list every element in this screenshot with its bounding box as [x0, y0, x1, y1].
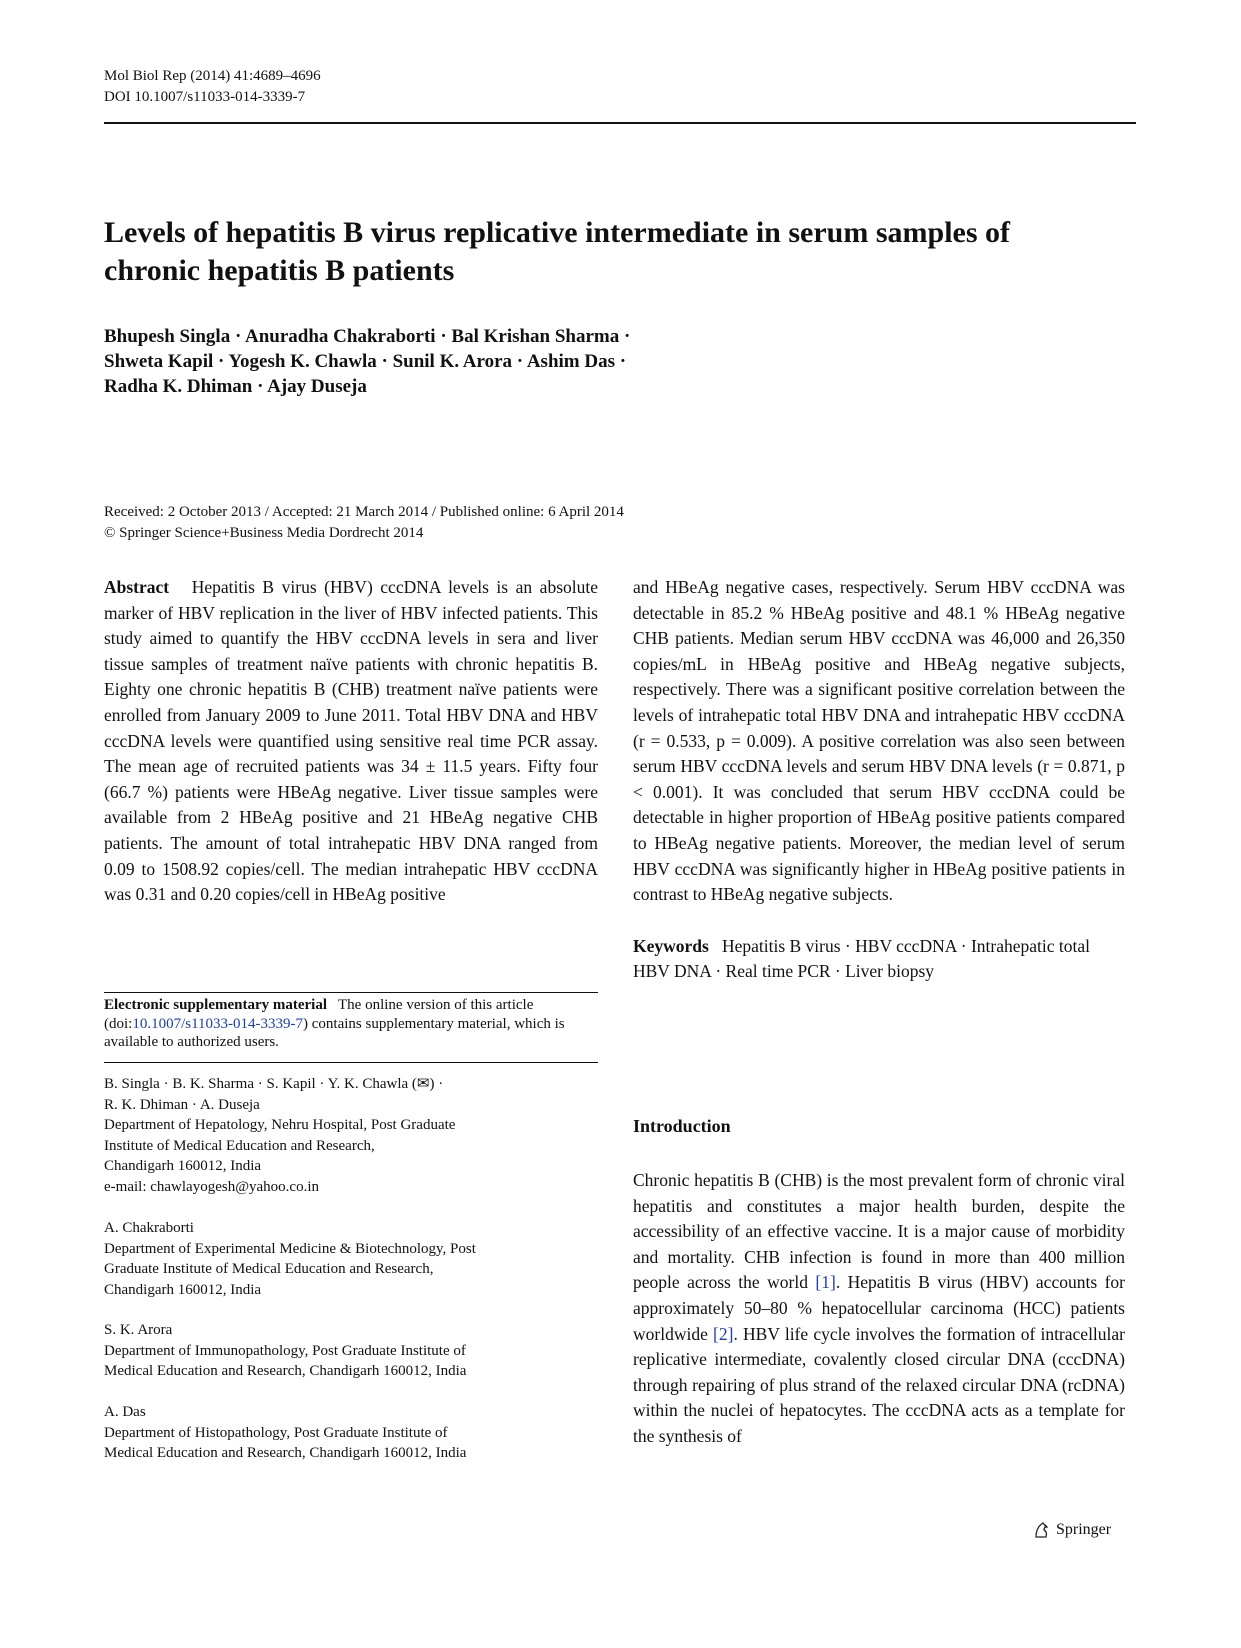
- author-line: Bhupesh Singla · Anuradha Chakraborti · Bal Krishan Sharma ·: [104, 326, 631, 347]
- affiliation-block: [104, 1218, 598, 1300]
- citation-link[interactable]: [1]: [815, 1272, 836, 1293]
- abstract-right-column: [633, 575, 1125, 985]
- affiliation-line: Chandigarh 160012, India: [104, 1158, 262, 1174]
- article-title: Levels of hepatitis B virus replicative intermediate in serum samples of chronic hepatitis B patients: [104, 216, 1011, 287]
- affiliation-block: [104, 1320, 598, 1382]
- abstract-label: Abstract: [104, 577, 170, 597]
- author-list: [104, 324, 1004, 399]
- header-rule: [104, 122, 1136, 124]
- esm-label: Electronic supplementary material: [104, 997, 328, 1013]
- keywords-label: Keywords: [633, 935, 709, 956]
- supplementary-material-note: [104, 996, 598, 1052]
- affiliation-block: [104, 1074, 598, 1197]
- affiliation-email[interactable]: e-mail: chawlayogesh@yahoo.co.in: [104, 1178, 319, 1195]
- esm-rule-top: [104, 992, 598, 993]
- journal-header: [104, 66, 321, 108]
- affiliation-line: S. K. Arora: [104, 1322, 173, 1338]
- affiliation-line: Department of Hepatology, Nehru Hospital, Post Graduate: [104, 1117, 456, 1133]
- affiliation-line: R. K. Dhiman · A. Duseja: [104, 1096, 260, 1113]
- affiliation-line: Institute of Medical Education and Research,: [104, 1137, 375, 1154]
- springer-horse-icon: [1032, 1520, 1052, 1540]
- intro-text: Chronic hepatitis B (CHB) is the most prevalent form of chronic viral hepatitis and constitutes a major health burden, despite the accessibility of an effective vaccine. It is a major cause of morbidity and mortality. CHB infection is found in more than 400 million people across the world: [633, 1170, 1125, 1293]
- affiliation-line: A. Das: [104, 1404, 146, 1420]
- publisher-footer: [1032, 1520, 1111, 1540]
- journal-citation: Mol Biol Rep (2014) 41:4689–4696: [104, 68, 321, 84]
- publication-dates: [104, 502, 1004, 544]
- abstract-left-column: [104, 575, 598, 908]
- intro-text: . HBV life cycle involves the formation of intracellular replicative intermediate, covalently closed circular DNA (cccDNA) through repairing of plus strand of the relaxed circular DNA (rcDNA) within the nuclei of hepatocytes. The cccDNA acts as a template for the synthesis of: [633, 1323, 1125, 1446]
- keywords-text: Hepatitis B virus · HBV cccDNA · Intrahepatic total HBV DNA · Real time PCR · Liver biopsy: [633, 935, 1091, 982]
- esm-text-before: The online version of this article (doi:: [104, 997, 534, 1032]
- affiliation-line: A. Chakraborti: [104, 1220, 194, 1236]
- affiliation-line: Graduate Institute of Medical Education and Research,: [104, 1261, 434, 1277]
- affiliation-line: Medical Education and Research, Chandigarh 160012, India: [104, 1363, 467, 1379]
- citation-link[interactable]: [2]: [713, 1323, 734, 1344]
- author-line: Radha K. Dhiman · Ajay Duseja: [104, 376, 367, 397]
- abstract-text-right: and HBeAg negative cases, respectively. Serum HBV cccDNA was detectable in 85.2 % HBeAg positive and 48.1 % HBeAg negative CHB patients. Median serum HBV cccDNA was 46,000 and 26,350 copies/mL in HBeAg positive and HBeAg negative subjects, respectively. There was a significant positive correlation between the levels of intrahepatic total HBV DNA and intrahepatic HBV cccDNA (r = 0.533, p = 0.009). A positive correlation was also seen between serum HBV cccDNA levels and serum HBV DNA levels (r = 0.871, p < 0.001). It was concluded that serum HBV cccDNA could be detectable in higher proportion of HBeAg positive patients compared to HBeAg negative patients. Moreover, the median level of serum HBV cccDNA was significantly higher in HBeAg positive patients in contrast to HBeAg negative subjects.: [633, 577, 1125, 905]
- esm-rule-bottom: [104, 1062, 598, 1063]
- received-accepted-line: Received: 2 October 2013 / Accepted: 21 March 2014 / Published online: 6 April 2014: [104, 504, 624, 520]
- doi-link[interactable]: 10.1007/s11033-014-3339-7: [132, 1015, 304, 1032]
- intro-text: . Hepatitis B virus (HBV) accounts for approximately 50–80 % hepatocellular carcinoma (HCC) patients worldwide: [633, 1272, 1125, 1344]
- affiliation-line: Department of Histopathology, Post Graduate Institute of: [104, 1424, 448, 1441]
- affiliation-line: B. Singla · B. K. Sharma · S. Kapil · Y. K. Chawla (✉) ·: [104, 1076, 444, 1092]
- doi-line: DOI 10.1007/s11033-014-3339-7: [104, 89, 306, 105]
- esm-text-after: ) contains supplementary material, which is available to authorized users.: [104, 1015, 565, 1050]
- author-line: Shweta Kapil · Yogesh K. Chawla · Sunil K. Arora · Ashim Das ·: [104, 351, 627, 372]
- affiliation-line: Department of Experimental Medicine & Biotechnology, Post: [104, 1240, 476, 1257]
- introduction-body: [633, 1168, 1125, 1450]
- keywords-paragraph: [633, 934, 1125, 985]
- affiliation-line: Medical Education and Research, Chandigarh 160012, India: [104, 1445, 467, 1461]
- affiliation-line: Department of Immunopathology, Post Graduate Institute of: [104, 1342, 466, 1359]
- publisher-name: Springer: [1056, 1521, 1112, 1538]
- affiliation-block: [104, 1402, 598, 1464]
- copyright-line: © Springer Science+Business Media Dordrecht 2014: [104, 525, 424, 541]
- abstract-text-left: Hepatitis B virus (HBV) cccDNA levels is an absolute marker of HBV replication in the liver of HBV infected patients. This study aimed to quantify the HBV cccDNA levels in sera and liver tissue samples of treatment naïve patients with chronic hepatitis B. Eighty one chronic hepatitis B (CHB) treatment naïve patients were enrolled from January 2009 to June 2011. Total HBV DNA and HBV cccDNA levels were quantified using sensitive real time PCR assay. The mean age of recruited patients was 34 ± 11.5 years. Fifty four (66.7 %) patients were HBeAg negative. Liver tissue samples were available from 2 HBeAg positive and 21 HBeAg negative CHB patients. The amount of total intrahepatic HBV DNA ranged from 0.09 to 1508.92 copies/cell. The median intrahepatic HBV cccDNA was 0.31 and 0.20 copies/cell in HBeAg positive: [104, 577, 598, 905]
- introduction-heading: Introduction: [633, 1116, 731, 1136]
- affiliation-line: Chandigarh 160012, India: [104, 1281, 262, 1298]
